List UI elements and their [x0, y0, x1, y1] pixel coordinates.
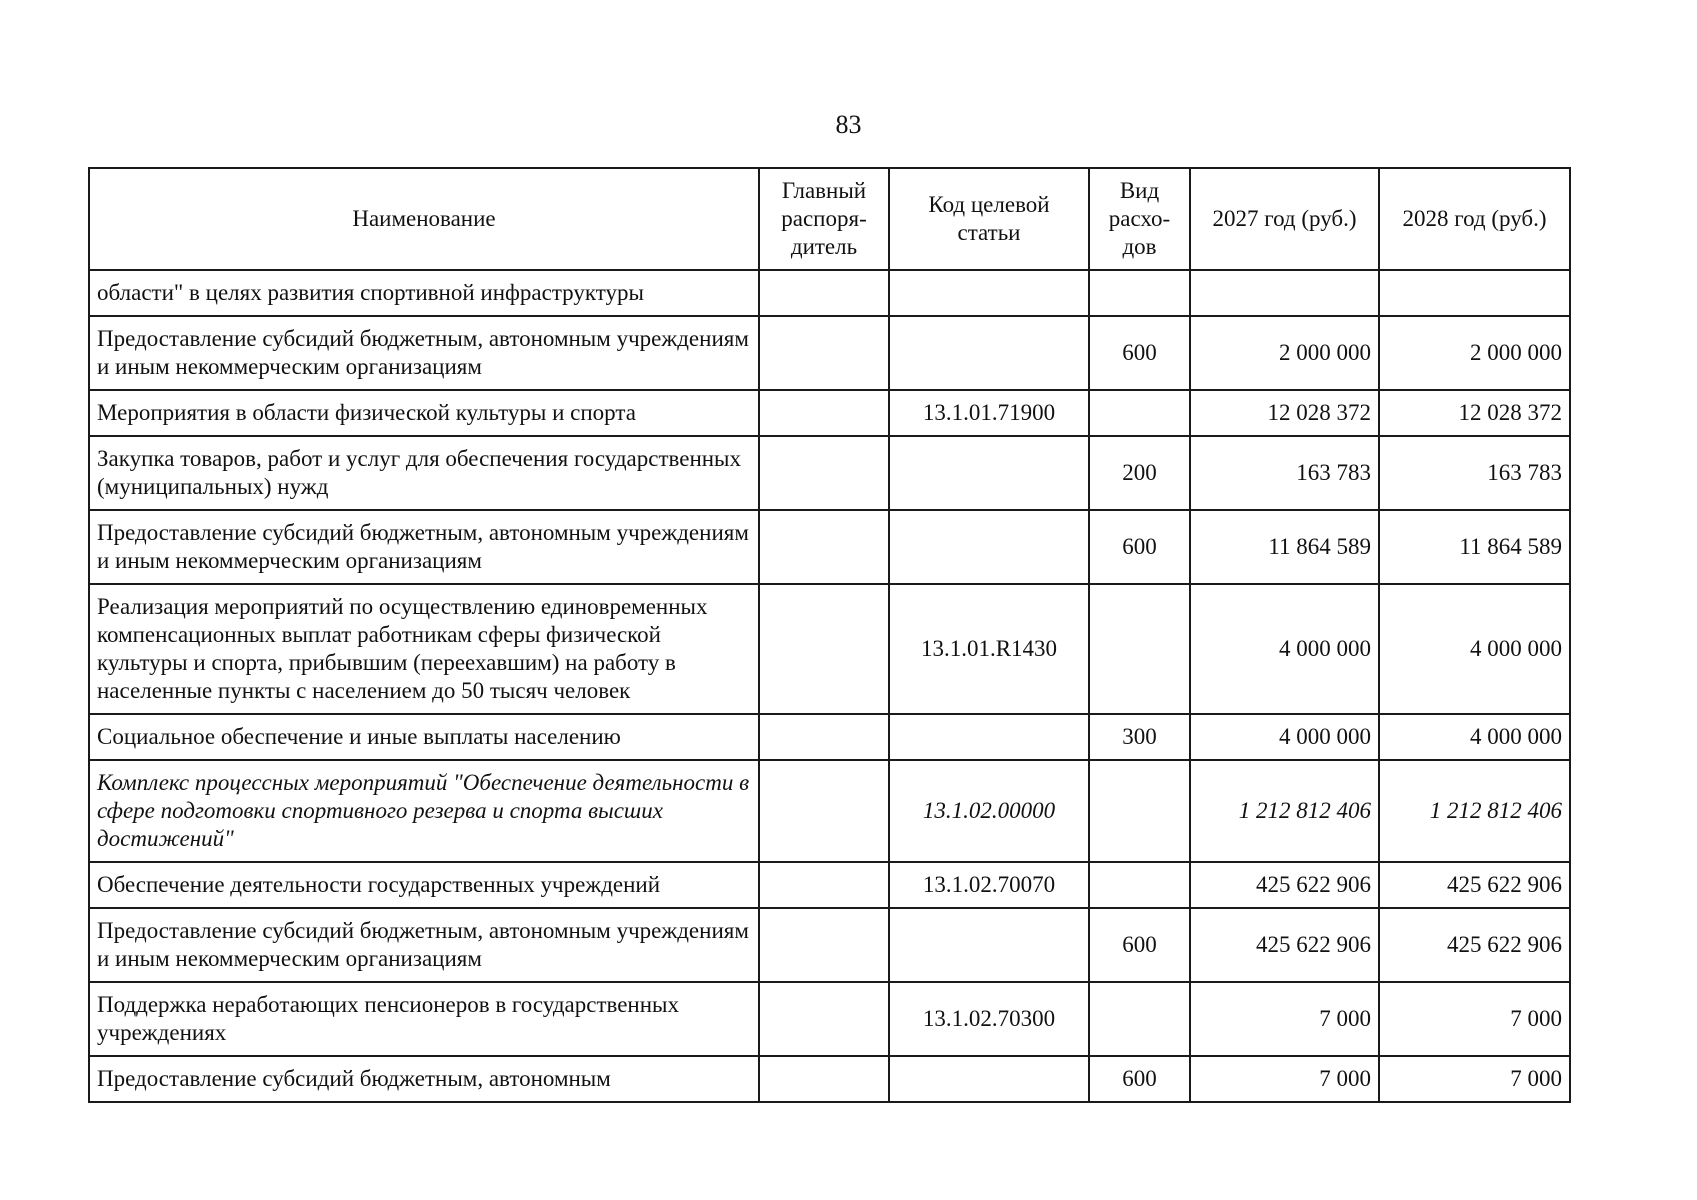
cell-name: Предоставление субсидий бюджетным, автономным учреждениям и иным некоммерческим организациям	[89, 316, 759, 390]
cell-code	[889, 436, 1089, 510]
cell-2027: 2 000 000	[1190, 316, 1379, 390]
cell-name: Предоставление субсидий бюджетным, автономным учреждениям и иным некоммерческим организациям	[89, 908, 759, 982]
cell-manager	[759, 982, 889, 1056]
cell-code	[889, 1056, 1089, 1102]
cell-name: Реализация мероприятий по осуществлению единовременных компенсационных выплат работникам сферы физической культуры и спорта, прибывшим (переехавшим) на работу в населенные пункты с населением до 50 тысяч человек	[89, 584, 759, 714]
page-number: 83	[835, 110, 862, 139]
table-row	[89, 760, 1570, 862]
cell-manager	[759, 390, 889, 436]
cell-name: Предоставление субсидий бюджетным, автономным	[89, 1056, 759, 1102]
cell-code	[889, 316, 1089, 390]
cell-2028: 4 000 000	[1379, 714, 1570, 760]
table-row	[89, 390, 1570, 436]
table-row	[89, 862, 1570, 908]
table-row	[89, 714, 1570, 760]
cell-2027: 425 622 906	[1190, 862, 1379, 908]
cell-2028: 7 000	[1379, 1056, 1570, 1102]
cell-2028: 12 028 372	[1379, 390, 1570, 436]
cell-code: 13.1.01.71900	[889, 390, 1089, 436]
cell-manager	[759, 270, 889, 316]
table-header-row	[89, 168, 1570, 270]
cell-2028: 7 000	[1379, 982, 1570, 1056]
cell-type: 600	[1089, 1056, 1190, 1102]
table-row	[89, 270, 1570, 316]
budget-table	[88, 167, 1571, 1103]
cell-2027: 12 028 372	[1190, 390, 1379, 436]
cell-manager	[759, 316, 889, 390]
cell-2028: 425 622 906	[1379, 908, 1570, 982]
cell-2028	[1379, 270, 1570, 316]
cell-manager	[759, 1056, 889, 1102]
cell-name: Закупка товаров, работ и услуг для обеспечения государственных (муниципальных) нужд	[89, 436, 759, 510]
cell-code: 13.1.02.70300	[889, 982, 1089, 1056]
cell-manager	[759, 714, 889, 760]
cell-type: 600	[1089, 908, 1190, 982]
cell-type: 600	[1089, 316, 1190, 390]
cell-2028: 163 783	[1379, 436, 1570, 510]
cell-name: Поддержка неработающих пенсионеров в государственных учреждениях	[89, 982, 759, 1056]
header-type: Вид расхо-дов	[1089, 168, 1190, 270]
cell-name: Мероприятия в области физической культуры и спорта	[89, 390, 759, 436]
cell-name: области" в целях развития спортивной инфраструктуры	[89, 270, 759, 316]
cell-type: 300	[1089, 714, 1190, 760]
cell-type	[1089, 982, 1190, 1056]
cell-name: Предоставление субсидий бюджетным, автономным учреждениям и иным некоммерческим организациям	[89, 510, 759, 584]
cell-name: Обеспечение деятельности государственных учреждений	[89, 862, 759, 908]
cell-manager	[759, 436, 889, 510]
table-row	[89, 1056, 1570, 1102]
cell-manager	[759, 862, 889, 908]
cell-type	[1089, 270, 1190, 316]
cell-2027: 7 000	[1190, 982, 1379, 1056]
header-name: Наименование	[89, 168, 759, 270]
cell-code: 13.1.02.00000	[889, 760, 1089, 862]
header-2028: 2028 год (руб.)	[1379, 168, 1570, 270]
cell-2027	[1190, 270, 1379, 316]
table-row	[89, 436, 1570, 510]
cell-manager	[759, 510, 889, 584]
header-code: Код целевой статьи	[889, 168, 1089, 270]
cell-2028: 425 622 906	[1379, 862, 1570, 908]
cell-code	[889, 270, 1089, 316]
cell-code	[889, 908, 1089, 982]
cell-2028: 1 212 812 406	[1379, 760, 1570, 862]
cell-2027: 4 000 000	[1190, 714, 1379, 760]
cell-type: 200	[1089, 436, 1190, 510]
cell-2028: 4 000 000	[1379, 584, 1570, 714]
cell-2027: 1 212 812 406	[1190, 760, 1379, 862]
cell-type	[1089, 390, 1190, 436]
table-row	[89, 316, 1570, 390]
cell-code: 13.1.01.R1430	[889, 584, 1089, 714]
cell-type	[1089, 584, 1190, 714]
cell-2027: 11 864 589	[1190, 510, 1379, 584]
table-row	[89, 982, 1570, 1056]
cell-type	[1089, 760, 1190, 862]
cell-name: Социальное обеспечение и иные выплаты населению	[89, 714, 759, 760]
cell-type	[1089, 862, 1190, 908]
table-row	[89, 510, 1570, 584]
cell-type: 600	[1089, 510, 1190, 584]
table-row	[89, 908, 1570, 982]
table-row	[89, 584, 1570, 714]
cell-code: 13.1.02.70070	[889, 862, 1089, 908]
cell-2027: 7 000	[1190, 1056, 1379, 1102]
header-manager: Главный распоря-дитель	[759, 168, 889, 270]
cell-2028: 11 864 589	[1379, 510, 1570, 584]
cell-2027: 163 783	[1190, 436, 1379, 510]
cell-2027: 4 000 000	[1190, 584, 1379, 714]
cell-name: Комплекс процессных мероприятий "Обеспечение деятельности в сфере подготовки спортивного резерва и спорта высших достижений"	[89, 760, 759, 862]
header-2027: 2027 год (руб.)	[1190, 168, 1379, 270]
cell-manager	[759, 908, 889, 982]
cell-manager	[759, 584, 889, 714]
cell-2027: 425 622 906	[1190, 908, 1379, 982]
cell-code	[889, 714, 1089, 760]
cell-2028: 2 000 000	[1379, 316, 1570, 390]
cell-manager	[759, 760, 889, 862]
cell-code	[889, 510, 1089, 584]
